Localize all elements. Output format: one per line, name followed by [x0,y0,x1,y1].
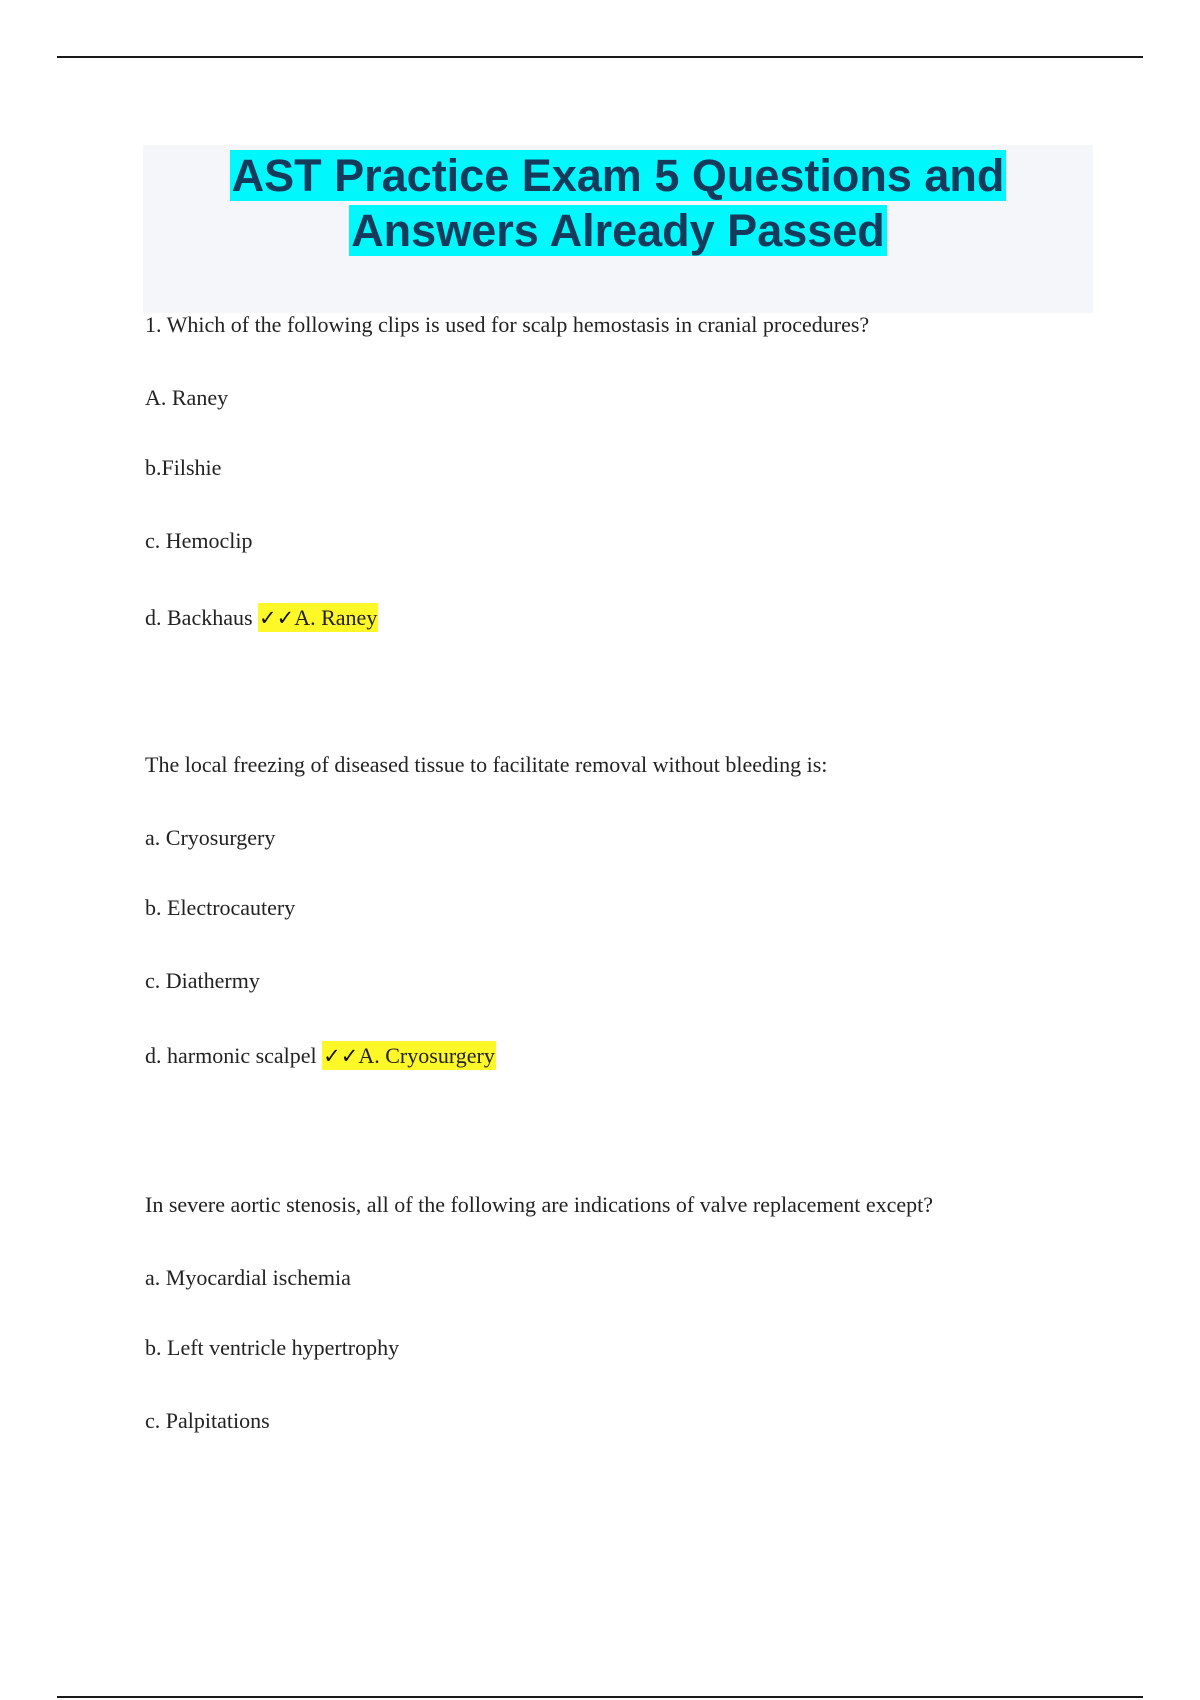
title-banner [143,145,1093,313]
question-3-text: In severe aortic stenosis, all of the following are indications of valve replacement except? [145,1192,934,1217]
question-2-option-d-row [145,1042,496,1070]
question-2-answer-text: A. Cryosurgery [358,1043,495,1068]
title-line-2: Answers Already Passed [351,205,885,256]
question-1-answer [258,603,378,632]
title-line-1: AST Practice Exam 5 Questions and [231,150,1005,201]
question-1-text: 1. Which of the following clips is used for scalp hemostasis in cranial procedures? [145,312,870,337]
question-1-option-a: A. Raney [145,385,229,410]
bottom-rule [57,1696,1143,1698]
question-2-option-a: a. Cryosurgery [145,825,276,850]
question-3-option-a: a. Myocardial ischemia [145,1265,351,1290]
question-1-option-b: b.Filshie [145,455,222,480]
question-2-option-b: b. Electrocautery [145,895,296,920]
question-2-option-d: d. harmonic scalpel [145,1043,317,1068]
question-2-answer [322,1041,496,1070]
question-1-option-d-row [145,604,378,632]
top-rule [57,56,1143,58]
question-1-answer-text: A. Raney [294,605,378,630]
check-marks-icon: ✓✓ [259,606,295,630]
question-2-option-c: c. Diathermy [145,968,260,993]
question-3-option-c: c. Palpitations [145,1408,270,1433]
question-1-option-d: d. Backhaus [145,605,253,630]
question-1-option-c: c. Hemoclip [145,528,253,553]
check-marks-icon: ✓✓ [323,1044,359,1068]
question-3-option-b: b. Left ventricle hypertrophy [145,1335,400,1360]
question-2-text: The local freezing of diseased tissue to facilitate removal without bleeding is: [145,752,828,777]
document-title [143,145,1093,258]
